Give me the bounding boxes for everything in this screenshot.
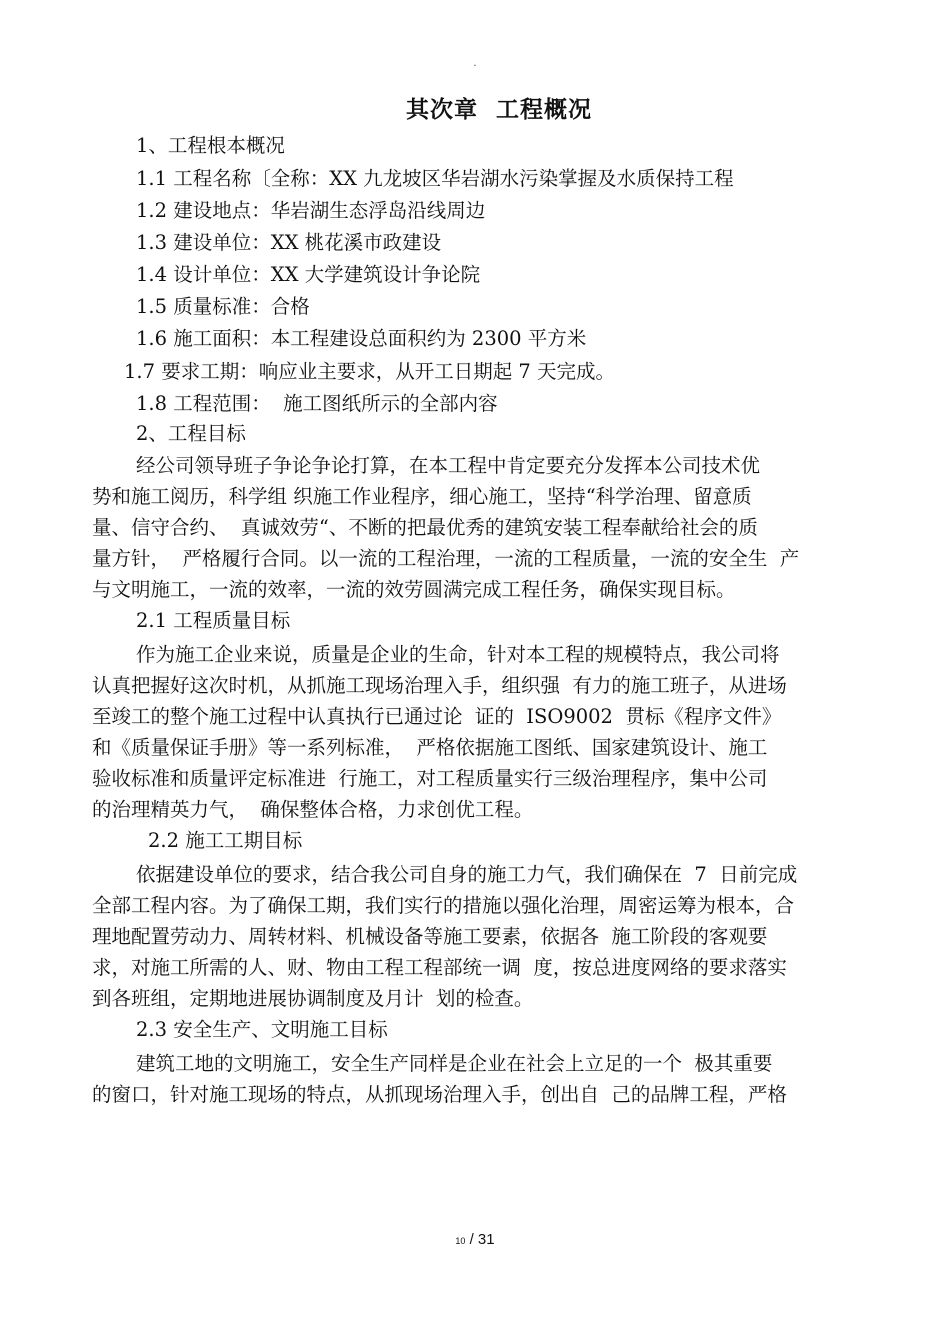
paragraph-line: 经公司领导班子争论争论打算，在本工程中肯定要充分发挥本公司技术优 (136, 454, 761, 477)
paragraph-line: 和《质量保证手册》等一系列标准， 严格依据施工图纸、国家建筑设计、施工 (92, 736, 768, 759)
section-heading-2: 2、工程目标 (136, 422, 246, 445)
paragraph-line: 量方针， 严格履行合同。以一流的工程治理，一流的工程质量，一流的安全生 产 (92, 547, 800, 570)
overview-item: 1.1 工程名称〔全称：XX 九龙坡区华岩湖水污染掌握及水质保持工程 (136, 167, 734, 190)
paragraph-line: 依据建设单位的要求，结合我公司自身的施工力气，我们确保在 7 日前完成 (136, 863, 798, 886)
paragraph-line: 验收标准和质量评定标准进 行施工，对工程质量实行三级治理程序，集中公司 (92, 767, 768, 790)
subsection-heading-schedule: 2.2 施工工期目标 (148, 829, 303, 852)
paragraph-line: 作为施工企业来说，质量是企业的生命，针对本工程的规模特点，我公司将 (136, 643, 780, 666)
overview-item: 1.2 建设地点：华岩湖生态浮岛沿线周边 (136, 199, 486, 222)
overview-item: 1.3 建设单位：XX 桃花溪市政建设 (136, 231, 442, 254)
paragraph-line: 量、信守合约、 真诚效劳“、不断的把最优秀的建筑安装工程奉献给社会的质 (92, 516, 758, 539)
paragraph-line: 到各班组，定期地进展协调制度及月计 划的检查。 (92, 987, 534, 1010)
overview-item: 1.8 工程范围： 施工图纸所示的全部内容 (136, 392, 498, 415)
subsection-heading-safety: 2.3 安全生产、文明施工目标 (136, 1018, 388, 1041)
paragraph-line: 的治理精英力气， 确保整体合格，力求创优工程。 (92, 798, 534, 821)
total-pages: 31 (477, 1231, 495, 1248)
page-number (0, 1230, 950, 1251)
paragraph-line: 建筑工地的文明施工，安全生产同样是企业在社会上立足的一个 极其重要 (136, 1052, 773, 1075)
subsection-heading-quality: 2.1 工程质量目标 (136, 609, 291, 632)
paragraph-line: 认真把握好这次时机，从抓施工现场治理入手，组织强 有力的施工班子，从进场 (92, 674, 787, 697)
chapter-title: 其次章 工程概况 (405, 97, 592, 123)
paragraph-line: 的窗口，针对施工现场的特点，从抓现场治理入手，创出自 己的品牌工程，严格 (92, 1083, 787, 1106)
overview-item: 1.7 要求工期：响应业主要求，从开工日期起 7 天完成。 (124, 360, 616, 383)
header-dot: . (473, 58, 477, 69)
paragraph-line: 与文明施工，一流的效率，一流的效劳圆满完成工程任务，确保实现目标。 (92, 578, 736, 601)
page-separator: / (465, 1231, 478, 1248)
paragraph-line: 至竣工的整个施工过程中认真执行已通过论 证的 ISO9002 贯标《程序文件》 (92, 705, 782, 728)
overview-item: 1.4 设计单位：XX 大学建筑设计争论院 (136, 263, 481, 286)
paragraph-line: 势和施工阅历，科学组 织施工作业程序，细心施工，坚持“科学治理、留意质 (92, 485, 752, 508)
section-heading-1: 1、工程根本概况 (136, 134, 285, 157)
overview-item: 1.5 质量标准：合格 (136, 295, 310, 318)
overview-item: 1.6 施工面积：本工程建设总面积约为 2300 平方米 (136, 327, 587, 350)
paragraph-line: 全部工程内容。为了确保工期，我们实行的措施以强化治理，周密运筹为根本，合 (92, 894, 795, 917)
paragraph-line: 求，对施工所需的人、财、物由工程工程部统一调 度，按总进度网络的要求落实 (92, 956, 787, 979)
current-page: 10 (455, 1236, 466, 1246)
paragraph-line: 理地配置劳动力、周转材料、机械设备等施工要素，依据各 施工阶段的客观要 (92, 925, 768, 948)
